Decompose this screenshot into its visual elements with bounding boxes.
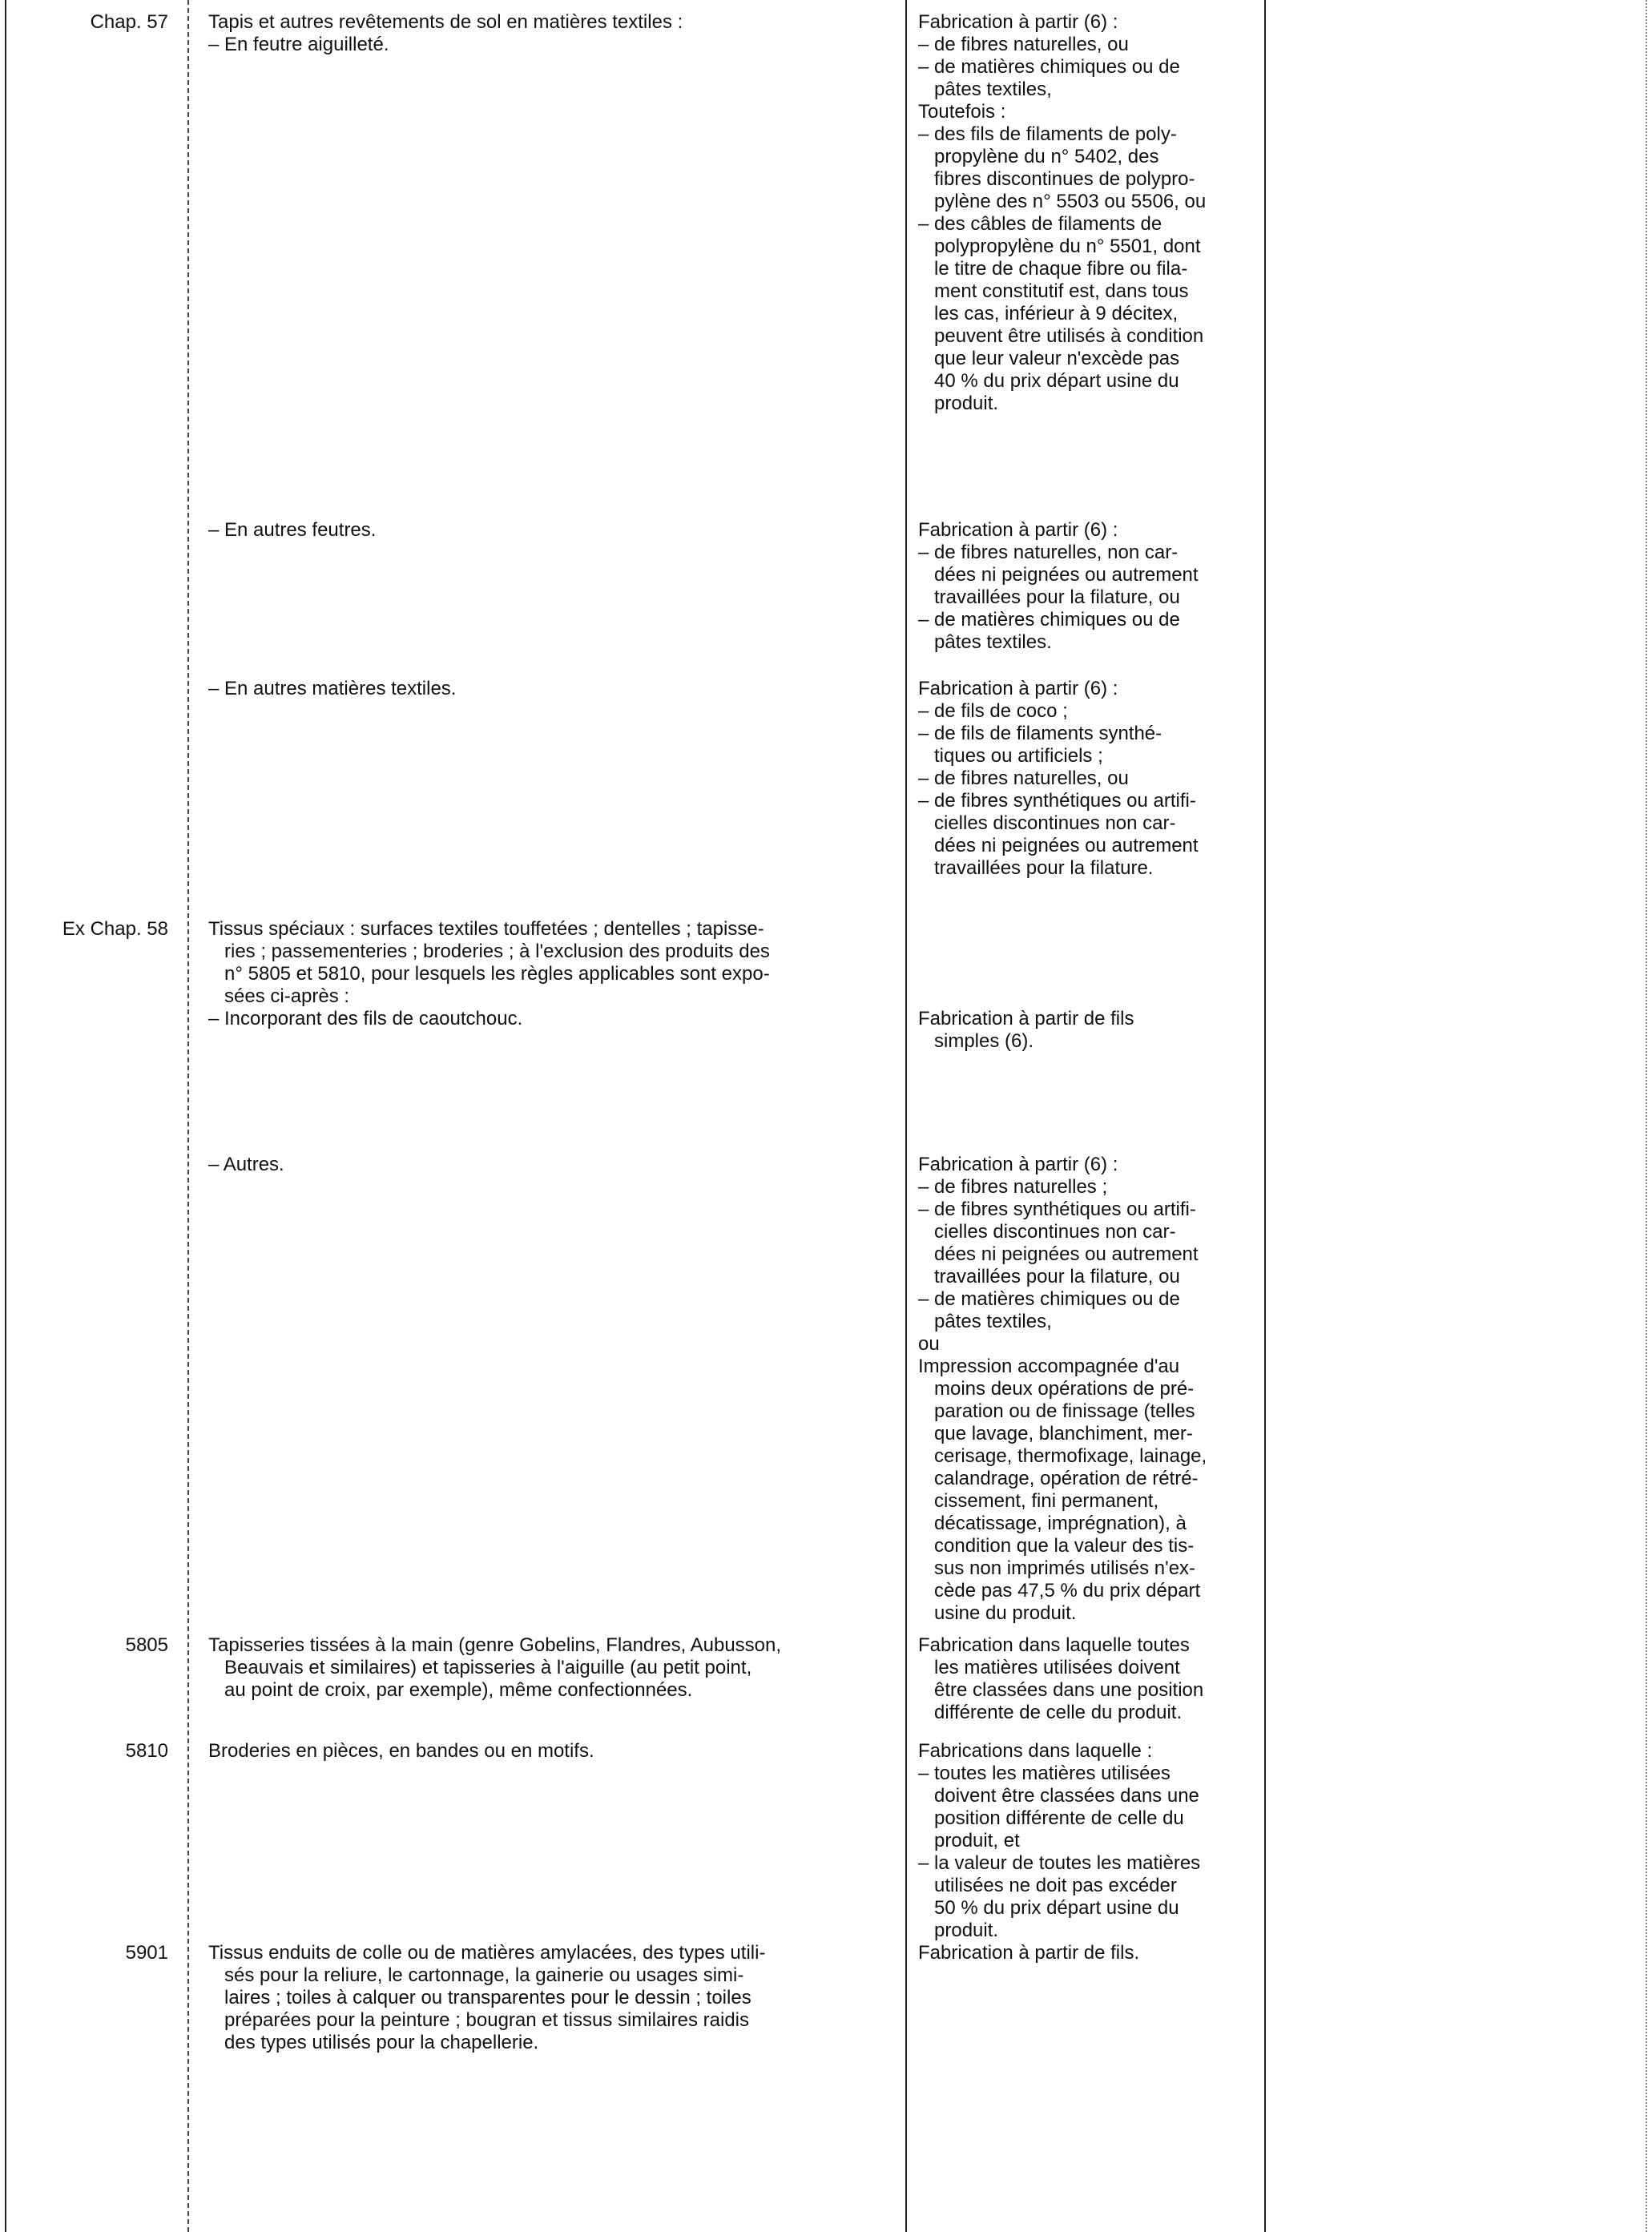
rule-line: – de matières chimiques ou de	[918, 56, 1180, 78]
heading-code: Chap. 57	[90, 11, 168, 33]
rule-line: Fabrication à partir (6) :	[918, 519, 1118, 541]
description-line: Tissus spéciaux : surfaces textiles touffetées ; dentelles ; tapisse-	[208, 918, 764, 940]
description-line: – Incorporant des fils de caoutchouc.	[208, 1008, 523, 1029]
rule-line: – de fibres naturelles, non car-	[918, 542, 1179, 563]
description-line: sés pour la reliure, le cartonnage, la gainerie ou usages simi-	[208, 1964, 744, 1986]
rule-line: Fabrication à partir de fils.	[918, 1942, 1140, 1964]
rule-line: produit.	[918, 1920, 999, 1941]
description-line: au point de croix, par exemple), même confectionnées.	[208, 1679, 693, 1701]
rule-line: Impression accompagnée d'au	[918, 1356, 1180, 1377]
product-description	[208, 918, 897, 1030]
origin-rule	[918, 1634, 1255, 1724]
rule-line: – de matières chimiques ou de	[918, 609, 1180, 631]
rule-line: Fabrication à partir (6) :	[918, 11, 1118, 33]
description-line: Tissus enduits de colle ou de matières amylacées, des types utili-	[208, 1942, 766, 1964]
rule-line: – de fils de filaments synthé-	[918, 723, 1162, 744]
rule-line	[918, 918, 1255, 941]
rule-line: usine du produit.	[918, 1602, 1077, 1624]
origin-rule	[918, 1942, 1255, 1964]
rule-line: polypropylène du n° 5501, dont	[918, 236, 1201, 257]
rule-line: les cas, inférieur à 9 décitex,	[918, 303, 1179, 324]
rule-line	[918, 985, 1255, 1008]
rule-line: – toutes les matières utilisées	[918, 1763, 1171, 1784]
column-divider-rule	[1264, 0, 1266, 2232]
heading-code: 5805	[125, 1634, 168, 1656]
description-line: laires ; toiles à calquer ou transparentes pour le dessin ; toiles	[208, 1987, 751, 2008]
rule-line: simples (6).	[918, 1030, 1034, 1052]
description-line: – En autres matières textiles.	[208, 678, 457, 699]
description-line: ries ; passementeries ; broderies ; à l'exclusion des produits des	[208, 941, 770, 962]
product-description	[208, 11, 897, 56]
origin-rule	[918, 1154, 1255, 1625]
column-divider-right	[1646, 0, 1647, 2232]
rule-line: propylène du n° 5402, des	[918, 146, 1159, 167]
rule-line: les matières utilisées doivent	[918, 1657, 1180, 1678]
rule-line: dées ni peignées ou autrement	[918, 564, 1199, 586]
rule-line: le titre de chaque fibre ou fila-	[918, 258, 1188, 280]
rule-line: dées ni peignées ou autrement	[918, 1243, 1199, 1265]
rule-line: – de fils de coco ;	[918, 700, 1068, 722]
rule-line: ment constitutif est, dans tous	[918, 280, 1189, 302]
heading-code: 5810	[125, 1740, 168, 1762]
rule-line: sus non imprimés utilisés n'ex-	[918, 1557, 1196, 1579]
rule-line: travaillées pour la filature, ou	[918, 586, 1180, 608]
heading-code: 5901	[125, 1942, 168, 1964]
product-description	[208, 1942, 897, 2054]
origin-rule	[918, 519, 1255, 654]
description-line: – En feutre aiguilleté.	[208, 34, 389, 55]
column-divider-left	[5, 0, 6, 2232]
rule-line: produit, et	[918, 1830, 1020, 1851]
rule-line: – de matières chimiques ou de	[918, 1288, 1180, 1310]
rule-line: 50 % du prix départ usine du	[918, 1897, 1179, 1919]
rule-line: position différente de celle du	[918, 1807, 1184, 1829]
rule-line: utilisées ne doit pas excéder	[918, 1875, 1177, 1896]
rule-line: 40 % du prix départ usine du	[918, 370, 1179, 392]
rule-line: paration ou de finissage (telles	[918, 1400, 1195, 1422]
rule-line: cielles discontinues non car-	[918, 1221, 1176, 1243]
rule-line: pâtes textiles.	[918, 631, 1052, 653]
column-divider-code	[187, 0, 189, 2232]
description-line: Beauvais et similaires) et tapisseries à l'aiguille (au petit point,	[208, 1657, 752, 1678]
rule-line: cerisage, thermofixage, lainage,	[918, 1445, 1207, 1467]
rule-line: que lavage, blanchiment, mer-	[918, 1423, 1193, 1444]
description-line: Tapisseries tissées à la main (genre Gobelins, Flandres, Aubusson,	[208, 1634, 782, 1656]
rule-line: cielles discontinues non car-	[918, 812, 1176, 834]
rule-line: pâtes textiles,	[918, 79, 1052, 100]
description-line: n° 5805 et 5810, pour lesquels les règles applicables sont expo-	[208, 963, 770, 985]
description-line: Broderies en pièces, en bandes ou en motifs.	[208, 1740, 594, 1762]
rule-line: Fabrication à partir (6) :	[918, 678, 1118, 699]
rule-line: doivent être classées dans une	[918, 1785, 1199, 1807]
rule-line: – de fibres synthétiques ou artifi-	[918, 1199, 1196, 1220]
product-description	[208, 1154, 897, 1176]
rule-line: pâtes textiles,	[918, 1311, 1052, 1332]
rule-line: condition que la valeur des tis-	[918, 1535, 1195, 1557]
description-line: sées ci-après :	[208, 985, 350, 1007]
product-description	[208, 1634, 897, 1702]
rule-line: – de fibres naturelles, ou	[918, 34, 1129, 55]
rule-line: – la valeur de toutes les matières	[918, 1852, 1201, 1874]
rule-line: – des câbles de filaments de	[918, 213, 1162, 235]
rule-line: Fabrications dans laquelle :	[918, 1740, 1153, 1762]
rule-line: moins deux opérations de pré-	[918, 1378, 1195, 1400]
rule-line: fibres discontinues de polypro-	[918, 168, 1195, 190]
rule-line: produit.	[918, 393, 999, 414]
description-line: préparées pour la peinture ; bougran et tissus similaires raidis	[208, 2009, 749, 2031]
rule-line: décatissage, imprégnation), à	[918, 1513, 1187, 1534]
rule-line: Fabrication à partir (6) :	[918, 1154, 1118, 1175]
rule-line: peuvent être utilisés à condition	[918, 325, 1204, 347]
rule-line: différente de celle du produit.	[918, 1702, 1183, 1723]
rule-line: Toutefois :	[918, 101, 1006, 123]
rule-line	[918, 941, 1255, 963]
description-line: – Autres.	[208, 1154, 284, 1175]
heading-code: Ex Chap. 58	[62, 918, 168, 940]
rule-line: que leur valeur n'excède pas	[918, 348, 1180, 369]
rule-line: tiques ou artificiels ;	[918, 745, 1103, 767]
rule-line: pylène des n° 5503 ou 5506, ou	[918, 191, 1207, 212]
rule-line: – de fibres synthétiques ou artifi-	[918, 790, 1196, 812]
rule-line: – de fibres naturelles, ou	[918, 768, 1129, 789]
column-divider-description	[905, 0, 907, 2232]
description-line: des types utilisés pour la chapellerie.	[208, 2032, 539, 2053]
rule-line: cissement, fini permanent,	[918, 1490, 1159, 1512]
description-line: – En autres feutres.	[208, 519, 377, 541]
rule-line: travaillées pour la filature, ou	[918, 1266, 1180, 1287]
rule-line	[918, 963, 1255, 985]
rule-line: dées ni peignées ou autrement	[918, 835, 1199, 856]
origin-rule	[918, 1740, 1255, 1942]
rule-line: travaillées pour la filature.	[918, 857, 1154, 879]
rule-line: calandrage, opération de rétré-	[918, 1468, 1199, 1489]
rule-line: Fabrication à partir de fils	[918, 1008, 1134, 1029]
product-description	[208, 1740, 897, 1763]
rule-line: – de fibres naturelles ;	[918, 1176, 1108, 1198]
rule-line: cède pas 47,5 % du prix départ	[918, 1580, 1201, 1601]
rule-line: ou	[918, 1333, 940, 1355]
rule-line: – des fils de filaments de poly-	[918, 123, 1177, 145]
origin-rule	[918, 678, 1255, 880]
rule-line: être classées dans une position	[918, 1679, 1204, 1701]
origin-rule	[918, 918, 1255, 1053]
product-description	[208, 678, 897, 700]
description-line: Tapis et autres revêtements de sol en matières textiles :	[208, 11, 683, 33]
product-description	[208, 519, 897, 542]
rule-line: Fabrication dans laquelle toutes	[918, 1634, 1190, 1656]
origin-rule	[918, 11, 1255, 415]
